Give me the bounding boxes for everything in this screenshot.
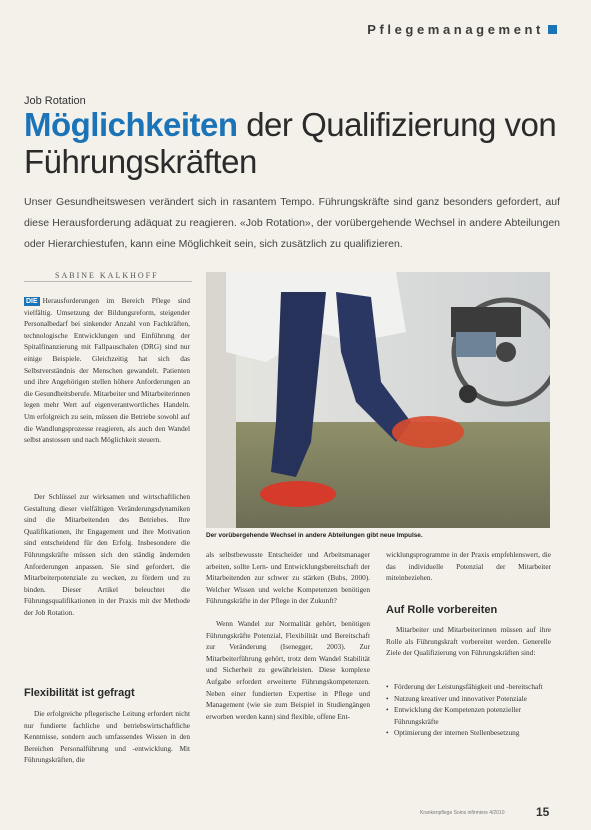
list-item: • Nutzung kreativer und innovativer Potenziale [386, 693, 551, 705]
body-paragraph-2: Der Schlüssel zur wirksamen und wirtschaftlichen Gestaltung dieser vielfältigen Veränderungsdynamiken sind die Mitarbeitenden des Betriebes. Ihre Qualifikationen, ihr Engagement und ihre Motivation sind entscheidend für den Erfolg. Insbesondere die Führungskräfte müssen sich den ständig ändernden Anforderungen anpassen. Sie sind gefordert, die Mitarbeiterpotenziale zu wecken, zu fördern und zu binden. Dieser Artikel beleuchtet die Führungsqualifikationen in der Praxis mit der Methode der Job Rotation. [24, 492, 190, 617]
author-name: SABINE KALKHOFF [55, 271, 159, 280]
section-label [367, 22, 557, 37]
list-item: • Entwicklung der Kompetenzen potenzieller Führungskräfte [386, 704, 551, 727]
page-number: 15 [536, 805, 550, 819]
body-paragraph-4: als selbstbewusste Entscheider und Arbeitsmanager arbeiten, sollte Lern- und Entwicklungsbereitschaft der Mitarbeitenden zur schwer zu stärken (Bubs, 2000). Welcher Wissen und welche Kompetenzen benötigen Führungskräfte in der Pflege in der Zukunft? [206, 550, 370, 606]
article-photo [206, 272, 550, 528]
body-paragraph-1-text: Herausforderungen im Bereich Pflege sind vielfältig. Umsetzung der Bildungsreform, steigender Personalbedarf bei sinkender Anzahl von Fachkräften, technologische Entwicklungen und Einführung der Spitalfinanzierung mit Fallpauschalen (DRG) sind nur einige Beispiele. Gleichzeitig hat sich das Selbstverständnis der Menschen gewandelt. Patienten und ihre Angehörigen stellen höhere Anforderungen an die Gesundheitsberufe. Mitarbeiter und Mitarbeiterinnen legen mehr Wert auf eigenverantwortliches Handeln. Um erfolgreich zu sein, müssen die Betriebe sowohl auf die Wandlungsprozesse reagieren, als auch den Wandel selbst anstossen und nach Möglichkeit steuern. [24, 296, 190, 445]
subheading-role: Auf Rolle vorbereiten [386, 604, 498, 616]
list-item: • Förderung der Leistungsfähigkeit und -bereitschaft [386, 681, 551, 693]
dropcap: DIE [26, 298, 38, 305]
section-label-text: Pflegemanagement [367, 22, 544, 37]
list-item: • Optimierung der internen Stellenbesetzung [386, 727, 551, 739]
footer-source: Krankenpflege Soins infirmiers 4/2010 [420, 810, 505, 816]
subheading-flexibility: Flexibilität ist gefragt [24, 687, 135, 699]
headline-rest: der Qualifizierung von Führungskräften [24, 106, 557, 180]
author-divider [24, 281, 192, 282]
goals-list [386, 681, 551, 739]
section-square-icon [548, 25, 557, 34]
headline-highlight: Möglichkeiten [24, 106, 238, 143]
body-paragraph-1 [24, 295, 190, 446]
article-intro: Unser Gesundheitswesen verändert sich in rasantem Tempo. Führungskräfte sind ganz besonders gefordert, auf diese Herausforderung adäquat zu reagieren. «Job Rotation», der vorübergehende Wechsel in andere Abteilungen oder Hierarchiestufen, kann eine Möglichkeit sein, sich zusätzlich zu qualifizieren. [24, 196, 560, 250]
photo-illustration [206, 272, 550, 528]
article-headline [24, 106, 579, 180]
body-paragraph-6: wicklungsprogramme in der Praxis empfehlenswert, die das individuelle Potenzial der Mitarbeiter miteinbeziehen. [386, 550, 551, 583]
photo-caption: Der vorübergehende Wechsel in andere Abteilungen gibt neue Impulse. [206, 532, 423, 539]
body-paragraph-5: Wenn Wandel zur Normalität gehört, benötigen Führungskräfte Potenzial, Flexibilität und Bereitschaft zur Veränderung (Isenegger, 2003). Zur Mitarbeiterführung gehört, trotz dem Wandel Stabilität und Sicherheit zu gewährleisten. Diese komplexe Aufgabe erfordert erweiterte Führungskompetenzen. Neben einer fundierten Expertise in Pflege und Management (wie sie zum Beispiel in Studiengängen erworben werden kann) sind flexible, offene Ent- [206, 619, 370, 721]
body-paragraph-3: Die erfolgreiche pflegerische Leitung erfordert nicht nur fundierte fachliche und betriebswirtschaftliche Kenntnisse, sondern auch umfassendes Wissen in den Bereichen Personalführung und -entwicklung. Mit Führungskräften, die [24, 709, 190, 765]
article-kicker: Job Rotation [24, 95, 86, 107]
body-paragraph-7: Mitarbeiter und Mitarbeiterinnen müssen auf ihre Rolle als Führungskraft vorbereitet werden. Generelle Ziele der Qualifizierung von Führungskräften sind: [386, 625, 551, 658]
